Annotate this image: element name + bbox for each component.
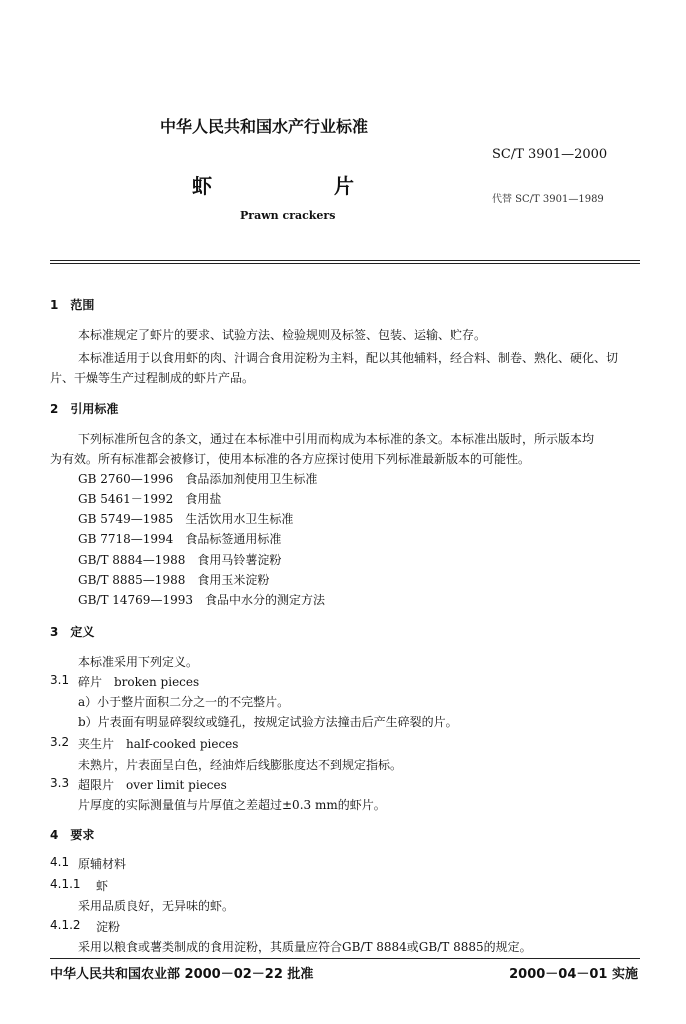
definition-text: 片厚度的实际测量值与片厚值之差超过±0.3 mm的虾片。 (78, 798, 386, 812)
reference-code: GB 2760—1996 (78, 472, 174, 486)
reference-code: GB/T 14769—1993 (78, 593, 193, 607)
section-1-para-2-line-1: 本标准适用于以食用虾的肉、汁调合食用淀粉为主料，配以其他辅料，经合料、制卷、熟化、硬化、切 (78, 351, 619, 365)
reference-code: GB/T 8885—1988 (78, 573, 186, 587)
replaces-standard: 代替 SC/T 3901—1989 (492, 194, 604, 205)
reference-name: 食品中水分的测定方法 (205, 593, 326, 607)
reference-item (78, 591, 325, 608)
section-2-para-line-1: 下列标准所包含的条文，通过在本标准中引用而构成为本标准的条文。本标准出版时，所示版本均 (78, 432, 595, 446)
clause-number: 3.2 (50, 735, 70, 749)
section-1-heading: 1 范围 (50, 298, 95, 312)
title-char-2: 片 (334, 174, 354, 198)
clause-text: 采用以粮食或薯类制成的食用淀粉，其质量应符合GB/T 8884或GB/T 8885的规定。 (78, 940, 532, 954)
reference-item (78, 551, 281, 568)
definition-item-a: a）小于整片面积二分之一的不完整片。 (78, 695, 290, 709)
reference-name: 食用玉米淀粉 (197, 573, 270, 587)
clause-number: 4.1 (50, 855, 70, 869)
section-3-heading: 3 定义 (50, 625, 95, 639)
clause-title: 虾 (96, 879, 109, 893)
definition-title: 碎片 broken pieces (78, 675, 200, 689)
section-3-intro: 本标准采用下列定义。 (78, 655, 199, 669)
clause-number: 4.1.2 (50, 918, 81, 932)
clause-number: 4.1.1 (50, 877, 81, 891)
approval-date: 中华人民共和国农业部 2000－02－22 批准 (50, 967, 314, 982)
section-4-heading: 4 要求 (50, 828, 95, 842)
title-char-1: 虾 (192, 174, 212, 198)
reference-code: GB 7718—1994 (78, 532, 174, 546)
footer-rule (50, 958, 640, 959)
standard-number: SC/T 3901—2000 (492, 147, 608, 162)
definition-title: 夹生片 half-cooked pieces (78, 737, 239, 751)
reference-item (78, 571, 269, 588)
header-rule-bottom (50, 263, 640, 264)
reference-code: GB 5749—1985 (78, 512, 174, 526)
definition-text: 未熟片，片表面呈白色，经油炸后线膨胀度达不到规定指标。 (78, 758, 403, 772)
document-title (192, 170, 354, 199)
reference-item (78, 530, 281, 547)
header-rule-top (50, 260, 640, 261)
reference-name: 生活饮用水卫生标准 (185, 512, 294, 526)
issuing-body: 中华人民共和国水产行业标准 (160, 117, 369, 136)
section-1-para-2-line-2: 片、干燥等生产过程制成的虾片产品。 (50, 371, 255, 385)
reference-code: GB/T 8884—1988 (78, 553, 186, 567)
section-2-para-line-2: 为有效。所有标准都会被修订，使用本标准的各方应探讨使用下列标准最新版本的可能性。 (50, 452, 531, 466)
clause-text: 采用品质良好，无异味的虾。 (78, 899, 235, 913)
clause-title: 原辅材料 (78, 857, 127, 871)
reference-name: 食品添加剂使用卫生标准 (185, 472, 318, 486)
clause-number: 3.1 (50, 673, 70, 687)
reference-code: GB 5461－1992 (78, 492, 174, 506)
reference-name: 食用马铃薯淀粉 (197, 553, 282, 567)
definition-title: 超限片 over limit pieces (78, 778, 227, 792)
definition-item-b: b）片表面有明显碎裂纹或缝孔，按规定试验方法撞击后产生碎裂的片。 (78, 715, 458, 729)
clause-title: 淀粉 (96, 920, 121, 934)
section-2-heading: 2 引用标准 (50, 402, 119, 416)
section-1-para-1: 本标准规定了虾片的要求、试验方法、检验规则及标签、包装、运输、贮存。 (78, 328, 487, 342)
english-title: Prawn crackers (240, 209, 336, 222)
reference-item (78, 510, 293, 527)
reference-name: 食品标签通用标准 (185, 532, 282, 546)
implementation-date: 2000－04－01 实施 (509, 967, 638, 982)
reference-item (78, 470, 317, 487)
reference-item (78, 490, 221, 507)
reference-name: 食用盐 (185, 492, 222, 506)
clause-number: 3.3 (50, 776, 70, 790)
